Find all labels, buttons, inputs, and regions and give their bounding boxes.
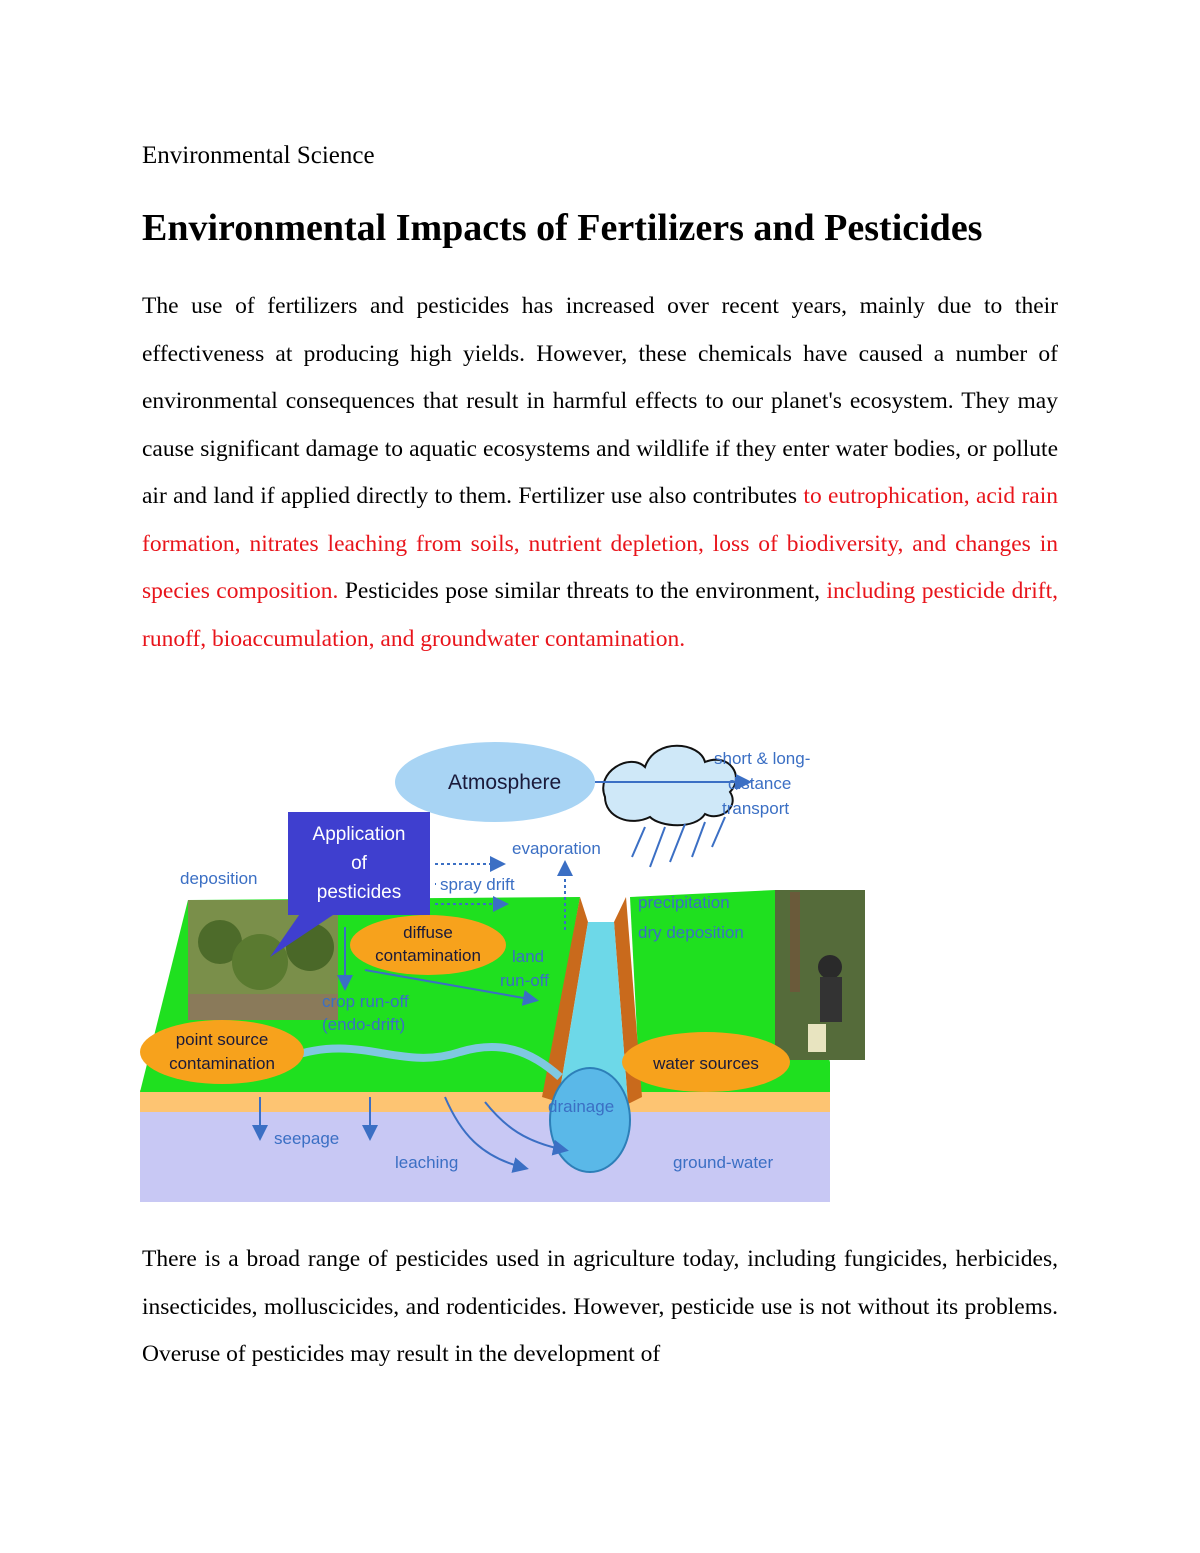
person-figure <box>818 955 842 979</box>
intro-text-a: The use of fertilizers and pesticides has increased over recent years, mainly due to their effectiveness at producing high yields. However, these chemicals have caused a number of environmental consequences that result in harmful effects to our planet's ecosystem. They may cause significant damage to aquatic ecosystems and wildlife if they enter water bodies, or pollute air and land if applied directly to them. Fertilizer use also contributes <box>142 293 1058 509</box>
pesticide-threats-highlight: including pesticide drift, runoff, bioaccumulation, and groundwater contamination. <box>142 578 1058 652</box>
water-container <box>808 1024 826 1052</box>
atmosphere-label: Atmosphere <box>448 771 562 794</box>
pesticide-types-paragraph: There is a broad range of pesticides used in agriculture today, including fungicides, herbicides, insecticides, molluscicides, and rodenticides. However, pesticide use is not without its problems. Overuse of pesticides may result in the development of <box>142 1246 1058 1367</box>
application-label-line1: Application <box>312 824 406 845</box>
drainage-pool <box>550 1068 630 1172</box>
land-runoff-label-line2: run-off <box>500 971 549 990</box>
transport-label-line2: distance <box>728 774 792 793</box>
precipitation-label: precipitation <box>638 893 730 912</box>
leaching-label: leaching <box>395 1153 459 1172</box>
application-label-line3: pesticides <box>316 882 402 903</box>
fertilizer-impacts-highlight: to eutrophication, acid rain formation, nitrates leaching from soils, nutrient depletion, loss of biodiversity, and changes in species composition. <box>142 483 1059 604</box>
diffuse-label-line1: diffuse <box>403 923 453 942</box>
dry-deposition-label: dry deposition <box>638 923 744 942</box>
water-sources-label: water sources <box>653 1054 759 1073</box>
seepage-label: seepage <box>274 1129 340 1148</box>
application-label-line2: of <box>351 853 367 874</box>
land-runoff-label-line1: land <box>512 947 545 966</box>
intro-text-b: Pesticides pose similar threats to the environment, <box>338 578 827 604</box>
photo-tree-trunk <box>790 892 800 992</box>
soil-layer <box>140 1090 830 1112</box>
diffuse-label-line2: contamination <box>375 946 481 965</box>
groundwater-label: ground-water <box>673 1153 774 1172</box>
intro-paragraph <box>142 283 1058 663</box>
deposition-label: deposition <box>180 869 258 888</box>
point-source-label-line1: point source <box>175 1030 269 1049</box>
crop-bush-2 <box>232 934 288 990</box>
drainage-label: drainage <box>548 1097 615 1116</box>
spray-drift-label: spray drift <box>440 875 515 894</box>
crop-runoff-label-line1: crop run-off <box>322 992 409 1011</box>
subject-heading: Environmental Science <box>142 142 375 169</box>
person-body <box>820 977 842 1022</box>
crop-field-soil <box>188 994 338 1020</box>
point-source-label-line2: contamination <box>169 1054 275 1073</box>
document-title: Environmental Impacts of Fertilizers and Pesticides <box>142 207 983 249</box>
transport-label-line3: transport <box>722 799 790 818</box>
evaporation-label: evaporation <box>512 839 601 858</box>
transport-label-line1: short & long- <box>714 749 811 768</box>
crop-runoff-label-line2: (endo-drift) <box>322 1015 406 1034</box>
pesticide-pathways-diagram <box>140 732 870 1207</box>
